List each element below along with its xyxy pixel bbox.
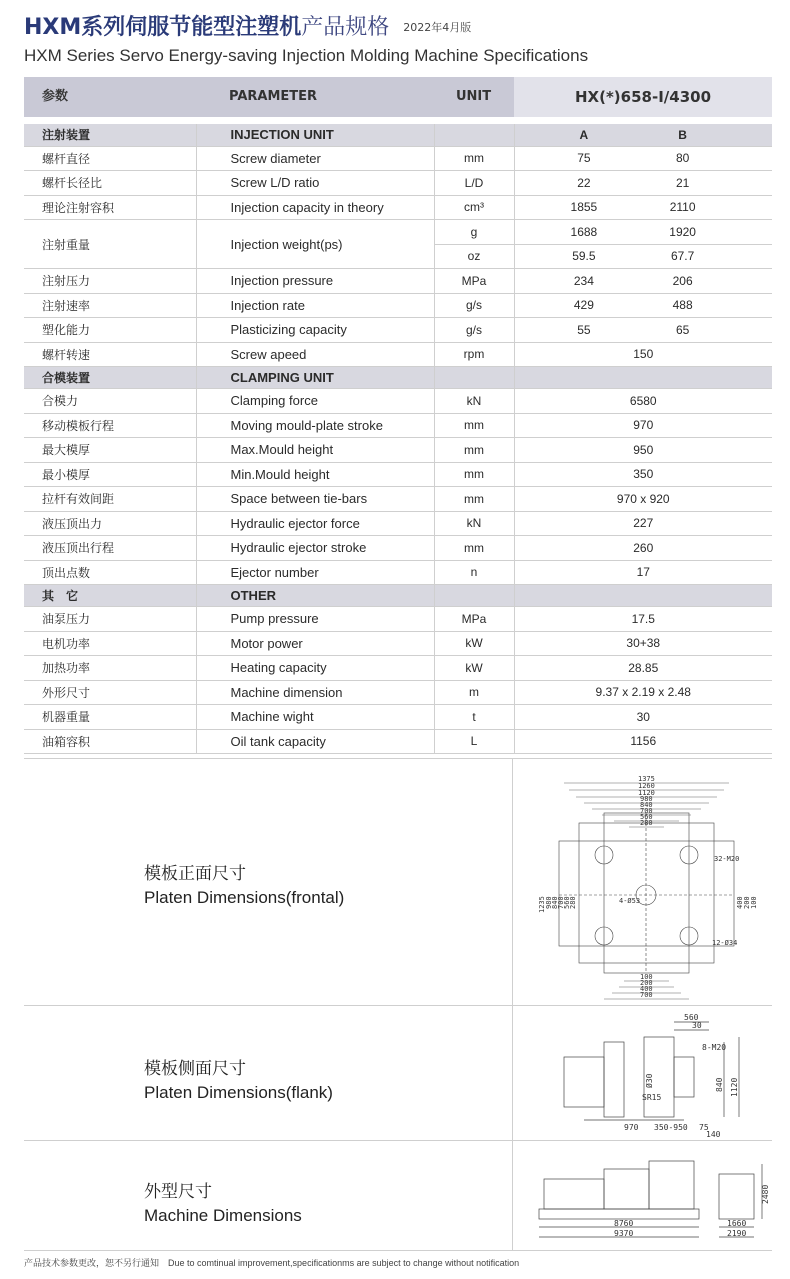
- value-single: 6580: [629, 393, 657, 408]
- title-zh-bold: HXM系列伺服节能型注塑机: [24, 15, 302, 40]
- header-param-zh: 参数: [42, 89, 69, 104]
- value-single: 17.5: [631, 611, 655, 626]
- platen-flank-drawing: [524, 1012, 769, 1137]
- value-a: A: [579, 127, 589, 142]
- unit-cell: g: [434, 220, 514, 245]
- diagram-label-machine: [144, 1177, 504, 1226]
- value-cell: [514, 585, 772, 607]
- param-en: Injection weight(ps): [196, 220, 434, 269]
- unit-cell: rpm: [434, 342, 514, 367]
- dim-label: 980: [545, 896, 553, 909]
- dim-label: 840: [551, 896, 559, 909]
- value-cell: [514, 511, 772, 536]
- value-cell: [514, 244, 772, 269]
- dim-label: 700: [640, 807, 653, 815]
- table-row: [24, 220, 772, 245]
- value-cell: [514, 146, 772, 171]
- value-cell: [514, 293, 772, 318]
- dim-label: 200: [640, 979, 653, 987]
- value-b: 65: [675, 322, 690, 337]
- param-en: Pump pressure: [196, 607, 434, 632]
- param-zh: 螺杆转速: [24, 342, 196, 367]
- page-title-zh: [24, 10, 471, 41]
- param-zh: 理论注射容积: [24, 195, 196, 220]
- value-single: 17: [636, 565, 650, 580]
- section-row: [24, 124, 772, 146]
- unit-cell: g/s: [434, 318, 514, 343]
- param-en: Clamping force: [196, 389, 434, 414]
- unit-cell: m: [434, 680, 514, 705]
- dim-label: 280: [569, 896, 577, 909]
- dim-label: 560: [684, 1013, 699, 1022]
- dim-label: 1260: [638, 782, 655, 790]
- value-cell: [514, 705, 772, 730]
- table-row: [24, 342, 772, 367]
- dim-label: 980: [640, 795, 653, 803]
- value-cell: [514, 220, 772, 245]
- dim-label: 1235: [538, 896, 546, 913]
- value-cell: [514, 269, 772, 294]
- diagram-title-zh: 外型尺寸: [144, 1182, 212, 1202]
- param-en: INJECTION UNIT: [196, 124, 434, 146]
- page-title-en: HXM Series Servo Energy-saving Injection Molding Machine Specifications: [24, 46, 589, 65]
- dim-label: 200: [743, 896, 751, 909]
- param-en: Ejector number: [196, 560, 434, 585]
- unit-cell: L: [434, 729, 514, 754]
- table-row: [24, 462, 772, 487]
- value-cell: [514, 680, 772, 705]
- dim-label: 280: [640, 819, 653, 827]
- value-single: 30+38: [626, 636, 661, 651]
- diagram-label-frontal: [144, 859, 504, 908]
- value-a: 75: [577, 151, 591, 166]
- table-row: [24, 487, 772, 512]
- unit-cell: kW: [434, 631, 514, 656]
- value-cell: [514, 631, 772, 656]
- value-cell: [514, 413, 772, 438]
- dim-label: 400: [736, 896, 744, 909]
- value-single: 30: [636, 709, 650, 724]
- dim-label: 840: [715, 1077, 724, 1092]
- value-single: 950: [633, 442, 654, 457]
- param-zh: 液压顶出力: [24, 511, 196, 536]
- param-en: Screw apeed: [196, 342, 434, 367]
- dim-label: 1120: [638, 789, 655, 797]
- param-en: Min.Mould height: [196, 462, 434, 487]
- value-b: 488: [672, 298, 693, 313]
- table-row: [24, 607, 772, 632]
- table-row: [24, 536, 772, 561]
- unit-cell: [434, 585, 514, 607]
- value-single: 150: [633, 347, 654, 362]
- value-cell: [514, 536, 772, 561]
- table-row: [24, 438, 772, 463]
- header-model: HX(*)658-I/4300: [514, 77, 772, 117]
- table-row: [24, 705, 772, 730]
- value-cell: [514, 195, 772, 220]
- value-a: 234: [573, 273, 594, 288]
- param-en: Screw diameter: [196, 146, 434, 171]
- value-single: 970: [633, 418, 654, 433]
- diagram-title-en: Machine Dimensions: [144, 1206, 302, 1225]
- param-en: Space between tie-bars: [196, 487, 434, 512]
- value-single: 350: [633, 467, 654, 482]
- value-a: 59.5: [572, 249, 596, 264]
- diagram-row-machine: [24, 1141, 772, 1251]
- value-single: 227: [633, 516, 654, 531]
- value-cell: [514, 124, 772, 146]
- param-zh: 螺杆长径比: [24, 171, 196, 196]
- param-en: Screw L/D ratio: [196, 171, 434, 196]
- dim-label: 75: [699, 1123, 709, 1132]
- table-row: [24, 656, 772, 681]
- table-row: [24, 293, 772, 318]
- dim-label: 970: [624, 1123, 639, 1132]
- unit-cell: oz: [434, 244, 514, 269]
- param-zh: 油泵压力: [24, 607, 196, 632]
- dim-label: 8760: [614, 1219, 634, 1228]
- param-zh: 最大模厚: [24, 438, 196, 463]
- value-cell: [514, 438, 772, 463]
- value-cell: [514, 342, 772, 367]
- table-row: [24, 413, 772, 438]
- diagram-row-flank: [24, 1006, 772, 1141]
- unit-cell: mm: [434, 146, 514, 171]
- value-single: 1156: [630, 734, 657, 749]
- unit-cell: mm: [434, 487, 514, 512]
- unit-cell: g/s: [434, 293, 514, 318]
- dim-label: 1120: [730, 1077, 739, 1097]
- value-b: 206: [672, 273, 693, 288]
- note-label: 4-Ø53: [619, 897, 641, 905]
- value-cell: [514, 729, 772, 754]
- value-b: 2110: [669, 200, 696, 215]
- param-zh: 注射速率: [24, 293, 196, 318]
- dim-label: 30: [692, 1021, 702, 1030]
- table-row: [24, 680, 772, 705]
- note-label: 12-Ø34: [712, 939, 738, 947]
- param-zh: 机器重量: [24, 705, 196, 730]
- param-en: Machine wight: [196, 705, 434, 730]
- value-a: 1855: [570, 200, 598, 215]
- unit-cell: mm: [434, 536, 514, 561]
- dim-label: 2480: [761, 1184, 770, 1204]
- param-en: Motor power: [196, 631, 434, 656]
- param-zh: 注射压力: [24, 269, 196, 294]
- diagram-title-zh: 模板正面尺寸: [144, 864, 246, 884]
- unit-cell: t: [434, 705, 514, 730]
- param-zh: 顶出点数: [24, 560, 196, 585]
- unit-cell: n: [434, 560, 514, 585]
- value-cell: [514, 487, 772, 512]
- value-cell: [514, 462, 772, 487]
- value-cell: [514, 389, 772, 414]
- unit-cell: mm: [434, 438, 514, 463]
- value-b: 1920: [669, 224, 696, 239]
- param-zh: 注射重量: [24, 220, 196, 269]
- dim-label: 9370: [614, 1229, 634, 1238]
- value-cell: [514, 560, 772, 585]
- param-en: Max.Mould height: [196, 438, 434, 463]
- dim-label: 140: [706, 1130, 721, 1139]
- value-cell: [514, 318, 772, 343]
- param-en: Injection rate: [196, 293, 434, 318]
- diagram-title-zh: 模板侧面尺寸: [144, 1059, 246, 1079]
- unit-cell: MPa: [434, 269, 514, 294]
- dim-label: 840: [640, 801, 653, 809]
- header-unit: UNIT: [456, 89, 492, 104]
- param-en: Injection capacity in theory: [196, 195, 434, 220]
- section-row: [24, 585, 772, 607]
- param-en: Injection pressure: [196, 269, 434, 294]
- unit-cell: MPa: [434, 607, 514, 632]
- param-zh: 塑化能力: [24, 318, 196, 343]
- value-single: 28.85: [628, 660, 659, 675]
- value-b: 80: [675, 151, 690, 166]
- param-zh: 液压顶出行程: [24, 536, 196, 561]
- dim-label: 1375: [638, 775, 655, 783]
- dim-label: 700: [640, 991, 653, 999]
- table-row: [24, 146, 772, 171]
- dim-label: 100: [640, 973, 653, 981]
- diagram-title-en: Platen Dimensions(frontal): [144, 888, 345, 907]
- diagram-label-flank: [144, 1054, 504, 1103]
- section-row: [24, 367, 772, 389]
- param-zh: 移动模板行程: [24, 413, 196, 438]
- dim-label: 1660: [727, 1219, 747, 1228]
- table-row: [24, 195, 772, 220]
- dim-label: 100: [750, 896, 758, 909]
- dim-label: 560: [563, 896, 571, 909]
- unit-cell: kN: [434, 389, 514, 414]
- version-label: 2022年4月版: [403, 21, 472, 34]
- param-zh: 电机功率: [24, 631, 196, 656]
- table-row: [24, 171, 772, 196]
- param-zh: 其 它: [24, 585, 196, 607]
- dim-label: 2190: [727, 1229, 747, 1238]
- table-row: [24, 729, 772, 754]
- value-single: 970 x 920: [616, 491, 670, 506]
- title-zh-light: 产品规格: [301, 15, 390, 40]
- table-row: [24, 631, 772, 656]
- value-single: 9.37 x 2.19 x 2.48: [595, 685, 691, 700]
- value-a: 22: [577, 175, 591, 190]
- machine-outline-drawing: [524, 1149, 769, 1247]
- diagram-section: [24, 758, 772, 1250]
- param-en: CLAMPING UNIT: [196, 367, 434, 389]
- param-en: OTHER: [196, 585, 434, 607]
- param-zh: 最小模厚: [24, 462, 196, 487]
- header-param-en: PARAMETER: [229, 89, 318, 104]
- unit-cell: [434, 124, 514, 146]
- unit-cell: mm: [434, 462, 514, 487]
- dim-label: 8-M20: [702, 1043, 727, 1052]
- param-en: Moving mould-plate stroke: [196, 413, 434, 438]
- unit-cell: kN: [434, 511, 514, 536]
- dim-label: Ø30: [645, 1073, 654, 1088]
- param-en: Hydraulic ejector stroke: [196, 536, 434, 561]
- value-a: 429: [573, 298, 594, 313]
- value-single: 260: [633, 540, 654, 555]
- diagram-row-frontal: [24, 759, 772, 1006]
- unit-cell: L/D: [434, 171, 514, 196]
- spec-table: [24, 124, 772, 754]
- value-a: 1688: [570, 224, 598, 239]
- table-row: [24, 389, 772, 414]
- param-zh: 拉杆有效间距: [24, 487, 196, 512]
- value-b: B: [678, 127, 687, 142]
- param-zh: 油箱容积: [24, 729, 196, 754]
- table-header: [24, 77, 772, 117]
- param-en: Machine dimension: [196, 680, 434, 705]
- param-zh: 注射装置: [24, 124, 196, 146]
- param-zh: 螺杆直径: [24, 146, 196, 171]
- param-zh: 加热功率: [24, 656, 196, 681]
- param-en: Heating capacity: [196, 656, 434, 681]
- note-label: 32-M20: [714, 855, 740, 863]
- param-zh: 合模力: [24, 389, 196, 414]
- value-b: 21: [675, 175, 690, 190]
- dim-label: SR15: [642, 1093, 662, 1102]
- dim-label: 350-950: [654, 1123, 688, 1132]
- unit-cell: [434, 367, 514, 389]
- table-row: [24, 560, 772, 585]
- footer-note: 产品技术参数更改，恕不另行通知 Due to comtinual improvement,specificationms are subject to change without notification: [24, 1258, 520, 1268]
- value-cell: [514, 171, 772, 196]
- param-en: Hydraulic ejector force: [196, 511, 434, 536]
- unit-cell: mm: [434, 413, 514, 438]
- diagram-title-en: Platen Dimensions(flank): [144, 1083, 333, 1102]
- table-row: [24, 269, 772, 294]
- param-zh: 合模装置: [24, 367, 196, 389]
- value-cell: [514, 367, 772, 389]
- param-zh: 外形尺寸: [24, 680, 196, 705]
- param-en: Oil tank capacity: [196, 729, 434, 754]
- table-row: [24, 511, 772, 536]
- dim-label: 400: [640, 985, 653, 993]
- unit-cell: kW: [434, 656, 514, 681]
- unit-cell: cm³: [434, 195, 514, 220]
- table-row: [24, 318, 772, 343]
- value-a: 55: [577, 322, 591, 337]
- value-cell: [514, 656, 772, 681]
- dim-label: 700: [557, 896, 565, 909]
- value-cell: [514, 607, 772, 632]
- dim-label: 560: [640, 813, 653, 821]
- platen-frontal-drawing: [524, 763, 769, 1003]
- value-b: 67.7: [670, 249, 695, 264]
- param-en: Plasticizing capacity: [196, 318, 434, 343]
